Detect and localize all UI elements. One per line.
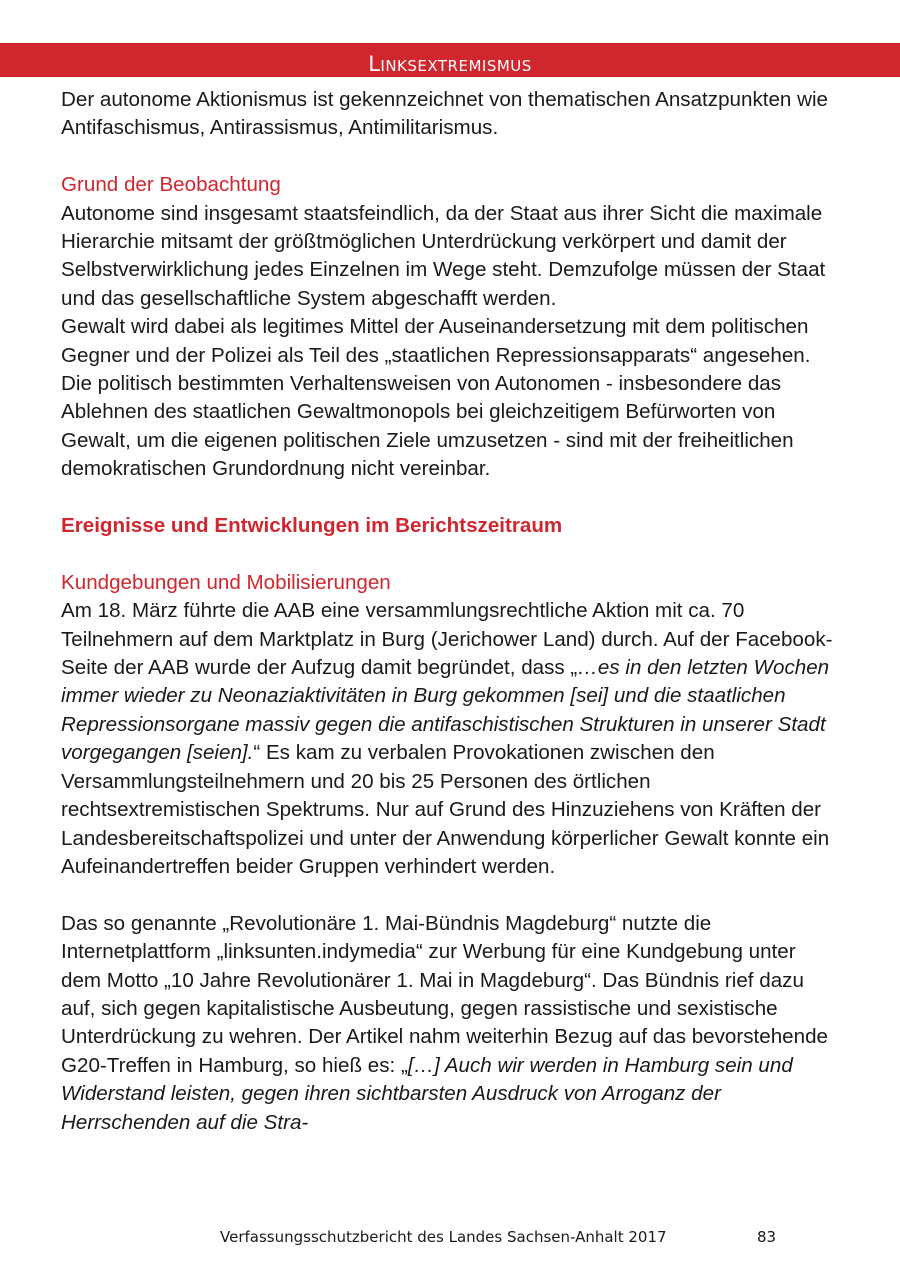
section-title: Linksextremismus (368, 52, 532, 76)
body-text (61, 86, 841, 1137)
paragraph-2-quote: […] Auch wir werden in Hamburg sein und Widerstand leisten, gegen ihren sichtbarsten Ausdruck von Arroganz der Herrschenden auf die Stra- (61, 1053, 793, 1134)
intro-paragraph: Der autonome Aktionismus ist gekennzeichnet von thematischen Ansatzpunkten wie Antifaschismus, Antirassismus, Antimilitarismus. (61, 88, 828, 140)
kundgebungen-paragraph-1 (61, 597, 841, 881)
page-number: 83 (757, 1228, 777, 1246)
grund-paragraph-2: Gewalt wird dabei als legitimes Mittel der Auseinandersetzung mit dem politischen Gegner und der Polizei als Teil des „staatlichen Repressionsapparats“ angesehen. (61, 315, 811, 367)
paragraph-2-text-start: Das so genannte „Revolutionäre 1. Mai-Bündnis Magdeburg“ nutzte die Internetplattform „linksunten.indymedia“ zur Werbung für eine Kundgebung unter dem Motto „10 Jahre Revolutionärer 1. Mai in Magdeburg“. Das Bündnis rief dazu auf, sich gegen kapitalistische Ausbeutung, gegen rassistische und sexistische Unterdrückung zu wehren. Der Artikel nahm weiterhin Bezug auf das bevorstehende G20-Treffen in Hamburg, so hieß es: „ (61, 911, 828, 1077)
kundgebungen-heading: Kundgebungen und Mobilisierungen (61, 570, 391, 594)
section-banner (0, 43, 900, 77)
grund-heading: Grund der Beobachtung (61, 173, 281, 197)
grund-paragraph-1: Autonome sind insgesamt staatsfeindlich, da der Staat aus ihrer Sicht die maximale Hierarchie mitsamt der größtmöglichen Unterdrückung verkörpert und damit der Selbstverwirklichung jedes Einzelnen im Wege steht. Demzufolge müssen der Staat und das gesellschaftliche System abgeschafft werden. (61, 201, 826, 310)
kundgebungen-paragraph-2 (61, 910, 841, 1137)
page-footer (0, 1228, 900, 1252)
paragraph-1-text-end: “ Es kam zu verbalen Provokationen zwischen den Versammlungsteilnehmern und 20 bis 25 Personen des örtlichen rechtsextremistischen Spektrums. Nur auf Grund des Hinzuziehens von Kräften der Landesbereitschaftspolizei und unter der Anwendung körperlicher Gewalt konnte ein Aufeinandertreffen beider Gruppen verhindert werden. (61, 741, 830, 878)
ereignisse-heading: Ereignisse und Entwicklungen im Berichtszeitraum (61, 514, 563, 538)
grund-paragraph-3: Die politisch bestimmten Verhaltensweisen von Autonomen - insbesondere das Ablehnen des staatlichen Gewaltmonopols bei gleichzeitigem Befürworten von Gewalt, um die eigenen politischen Ziele umzusetzen - sind mit der freiheitlichen demokratischen Grundordnung nicht vereinbar. (61, 372, 794, 481)
paragraph-1-text-start: Am 18. März führte die AAB eine versammlungsrechtliche Aktion mit ca. 70 Teilnehmern auf dem Marktplatz in Burg (Jerichower Land) durch. Auf der Facebook-Seite der AAB wurde der Aufzug damit begründet, dass „ (61, 599, 833, 680)
footer-title: Verfassungsschutzbericht des Landes Sachsen-Anhalt 2017 (220, 1228, 667, 1246)
paragraph-1-quote: …es in den letzten Wochen immer wieder zu Neonaziaktivitäten in Burg gekommen [sei] und die staatlichen Repressionsorgane massiv gegen die antifaschistischen Strukturen in unserer Stadt vorgegangen [seien]. (61, 656, 830, 765)
